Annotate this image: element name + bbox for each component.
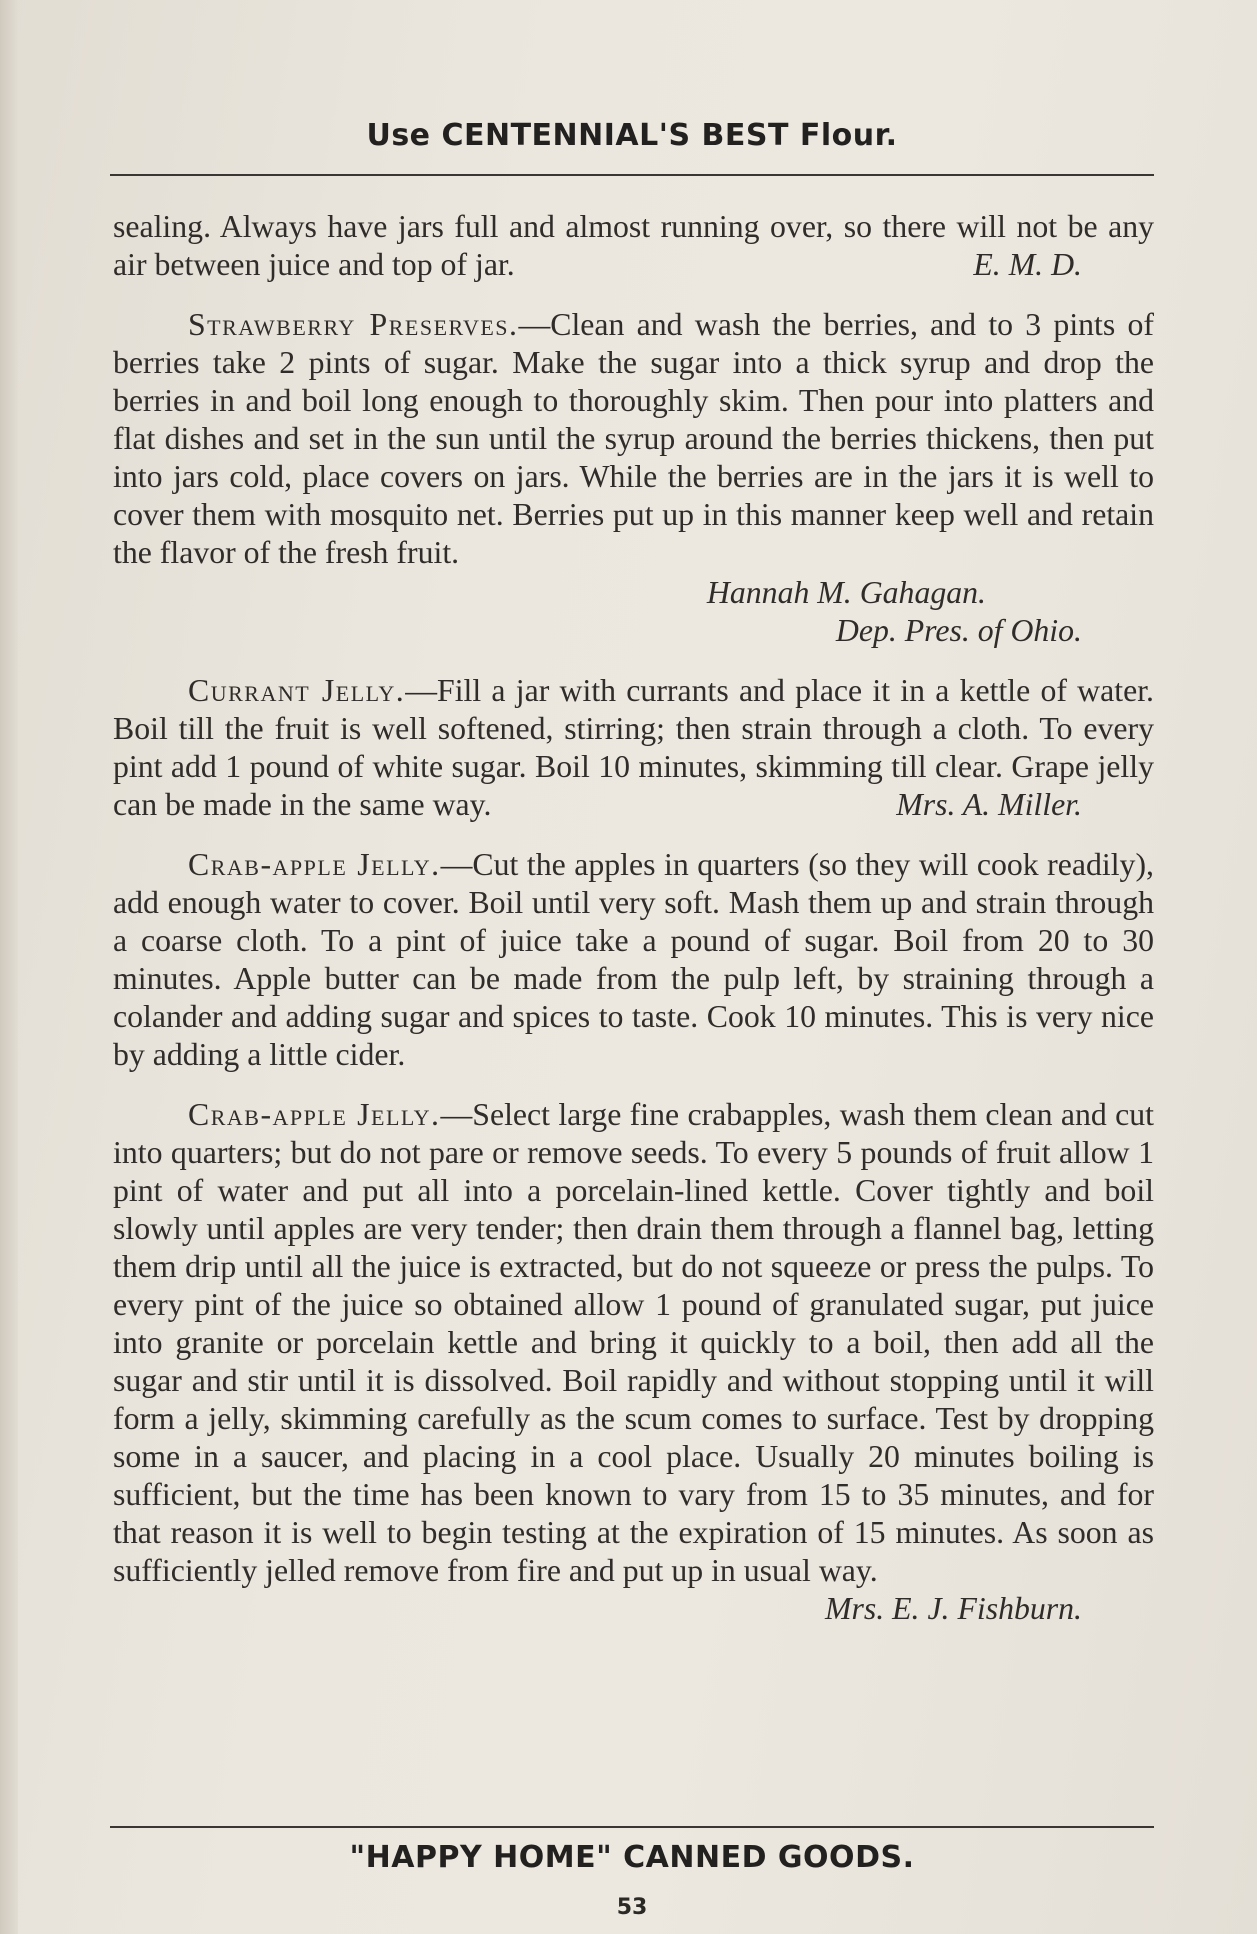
- recipe-currant-jelly: [113, 672, 1154, 824]
- recipe-signature-title: Dep. Pres. of Ohio.: [835, 613, 1082, 648]
- recipe-signature-block: [113, 574, 1154, 650]
- page-edge-shadow: [0, 0, 18, 1934]
- recipe-signature: Mrs. E. J. Fishburn.: [824, 1591, 1082, 1626]
- recipe-signature: Mrs. A. Miller.: [896, 787, 1082, 822]
- page-header-advert: Use CENTENNIAL'S BEST Flour.: [366, 118, 898, 153]
- recipe-text: —Select large fine crabapples, wash them clean and cut into quarters; but do not pare or remove seeds. To every 5 pounds of fruit allow 1 pint of water and put all into a porcelain-lined kettle. Cover tightly and boil slowly until apples are very tender; then drain them through a flannel bag, letting them drip until all the juice is extracted, but do not squeeze or press the pulps. To every pint of the juice so obtained allow 1 pound of granulated sugar, put juice into granite or porcelain kettle and bring it quickly to a boil, then add all the sugar and stir until it is dissolved. Boil rapidly and without stopping until it will form a jelly, skimming carefully as the scum comes to surface. Test by dropping some in a saucer, and placing in a cool place. Usually 20 minutes boiling is sufficient, but the time has been known to vary from 15 to 35 minutes, and for that reason it is well to begin testing at the expiration of 15 minutes. As soon as sufficiently jelled remove from fire and put up in usual way.: [113, 1097, 1154, 1588]
- recipe-text: —Fill a jar with currants and place it in a kettle of water. Boil till the fruit is well softened, stirring; then strain through a cloth. To every pint add 1 pound of white sugar. Boil 10 minutes, skimming till clear. Grape jelly can be made in the same way.: [113, 673, 1154, 822]
- header-rule: [110, 174, 1154, 176]
- page-number: 53: [616, 1895, 648, 1920]
- recipe-title: Currant Jelly.: [188, 673, 406, 708]
- recipe-strawberry-preserves: [113, 306, 1154, 572]
- intro-paragraph: [113, 208, 1154, 284]
- recipe-signature-name: Hannah M. Gahagan.: [706, 575, 986, 610]
- recipe-title: Crab-apple Jelly.: [188, 847, 441, 882]
- recipe-text: —Cut the apples in quarters (so they will cook readily), add enough water to cover. Boil until very soft. Mash them up and strain through a coarse cloth. To a pint of juice take a pound of sugar. Boil from 20 to 30 minutes. Apple butter can be made from the pulp left, by straining through a colander and adding sugar and spices to taste. Cook 10 minutes. This is very nice by adding a little cider.: [113, 847, 1154, 1072]
- intro-text: sealing. Always have jars full and almost running over, so there will not be any air between juice and top of jar.: [113, 209, 1154, 282]
- recipe-title: Crab-apple Jelly.: [188, 1097, 441, 1132]
- recipe-text: —Clean and wash the berries, and to 3 pints of berries take 2 pints of sugar. Make the sugar into a thick syrup and drop the berries in and boil long enough to thoroughly skim. Then pour into platters and flat dishes and set in the sun until the syrup around the berries thickens, then put into jars cold, place covers on jars. While the berries are in the jars it is well to cover them with mosquito net. Berries put up in this manner keep well and retain the flavor of the fresh fruit.: [113, 307, 1154, 570]
- page-footer-advert: "HAPPY HOME" CANNED GOODS.: [349, 1840, 915, 1875]
- intro-signature: E. M. D.: [973, 247, 1082, 282]
- recipe-crab-apple-jelly-2: [113, 1096, 1154, 1626]
- footer-rule: [110, 1826, 1154, 1828]
- page-body: [113, 208, 1154, 1628]
- recipe-crab-apple-jelly-1: [113, 846, 1154, 1074]
- recipe-title: Strawberry Preserves.: [188, 307, 519, 342]
